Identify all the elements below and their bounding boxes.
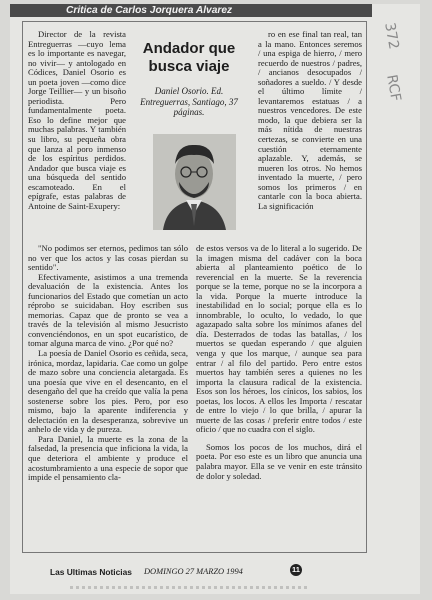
- article-column-1-lower: [28, 244, 188, 483]
- article-headline: Andador que busca viaje: [142, 40, 236, 75]
- publication-date: DOMINGO 27 MARZO 1994: [144, 567, 243, 576]
- paragraph: ro en ese final tan real, tan a la mano. Entonces seremos / una espiga de hierro, / mero recuerdo de nuestros / padres, / ancianos desocupados / soñadores a sueldo. / Y desde el último límite / levantaremos estatuas / a nuestros vencedores. De este modo, la que debiera ser la más nítida de nuestras certezas, se convierte en una cuestión eternamente aplazable. Y, además, se mueren los otros. No hemos inventado la muerte, / pero somos los primeros / en cantarle con la boca abierta. La significación: [258, 29, 362, 211]
- paragraph: Somos los pocos de los muchos, dirá el poeta. Por eso este es un libro que anuncia una palabra mayor. Ella se ve venir en este tránsito de dolor y soledad.: [196, 441, 362, 481]
- handwritten-note: RCF: [383, 73, 404, 103]
- paragraph: Efectivamente, asistimos a una tremenda devaluación de la existencia. Antes los funcionarios del Estado que cometían un acto réprobo se suicidaban. Hoy escriben sus memorias. Capaz que de pronto se vea a través de la televisión al mismo Jesucristo convenciéndonos, en un spot eucarístico, de tomar alguna marca de vino. ¿Por qué no?: [28, 271, 188, 349]
- paragraph: Director de la revista Entreguerras —cuyo lema es lo importante es navegar, no vivir— y antologado en Códices, Daniel Osorio es un poeta joven —como dice Jorge Teillier— y un bisoño periodista. Pero fundamentalmente poeta. Eso lo define mejor que muchas palabras. Y también su libro, su pequeña obra que lanza al poro inmenso de los espíritus perdidos. Andador que busca viaje es una búsqueda del sentido escamoteado. En el epígrafe, estas palabras de Antoine de Saint-Exupery:: [28, 29, 126, 211]
- publication-name: Las Ultimas Noticias: [50, 567, 132, 577]
- paragraph: de estos versos va de lo literal a lo sugerido. De la imagen misma del cadáver con la boca abierta al planteamiento poético de lo reverencial en la muerte. Se la reverencia porque se la teme, porque no se la incorpora a la vida. Porque la muerte introduce la inestabilidad en lo social; porque ella es lo innombrable, lo oculto, lo vedado, lo que agazapado salta sobre los mínimos afanes del día. Desterrados de todas las batallas, / los muertos se quedan esperando / que alguien venga y que los marque, / aunque sea para entrar / al filo del partido. Pero entre estos muertos hay también seres a quienes no les importa la clausura radical de la existencia. Esos son los héroes, los cínicos, los sabios, los poetas, los locos. A ellos les Importa / rescatar de entre lo viejo / lo que brilla, / apurar la muerte de las cosas / preferir entre todos / este oficio / que no cuadra con el siglo.: [196, 243, 362, 435]
- page-number: 11: [290, 564, 302, 576]
- paragraph: La poesía de Daniel Osorio es ceñida, seca, irónica, mordaz, lapidaria. Cae como un golpe de mazo sobre una conciencia aletargada. Es una poesía que vive en el desencanto, en el desengaño del que ha creído que valía la pena sostenerse sobre los pies. Pero, por eso mismo, bajo la aparente indiferencia y delectación en la desesperanza, sobrevive un anhelo de vida y de pureza.: [28, 348, 188, 435]
- section-header: Critica de Carlos Jorquera Alvarez: [66, 5, 233, 16]
- article-column-3: [258, 30, 362, 211]
- article-column-2-lower: [196, 244, 362, 481]
- paragraph: "No podimos ser eternos, pedimos tan sólo no ver que los actos y las cosas pierdan su sentido".: [28, 243, 188, 273]
- scan-artifact: [70, 586, 310, 589]
- newspaper-page: [10, 4, 420, 594]
- handwritten-note: 372: [381, 21, 402, 51]
- portrait-image: [153, 134, 236, 230]
- article-column-1: [28, 30, 126, 211]
- author-photo: [153, 134, 236, 230]
- article-byline: Daniel Osorio. Ed. Entreguerras, Santiago, 37 páginas.: [140, 86, 238, 117]
- paragraph: Para Daniel, la muerte es la zona de la falsedad, la presencia que inficiona la vida, la que deteriora el ambiente y produce el acostumbramiento a una especie de sopor que impide el pensamiento cla-: [28, 433, 188, 483]
